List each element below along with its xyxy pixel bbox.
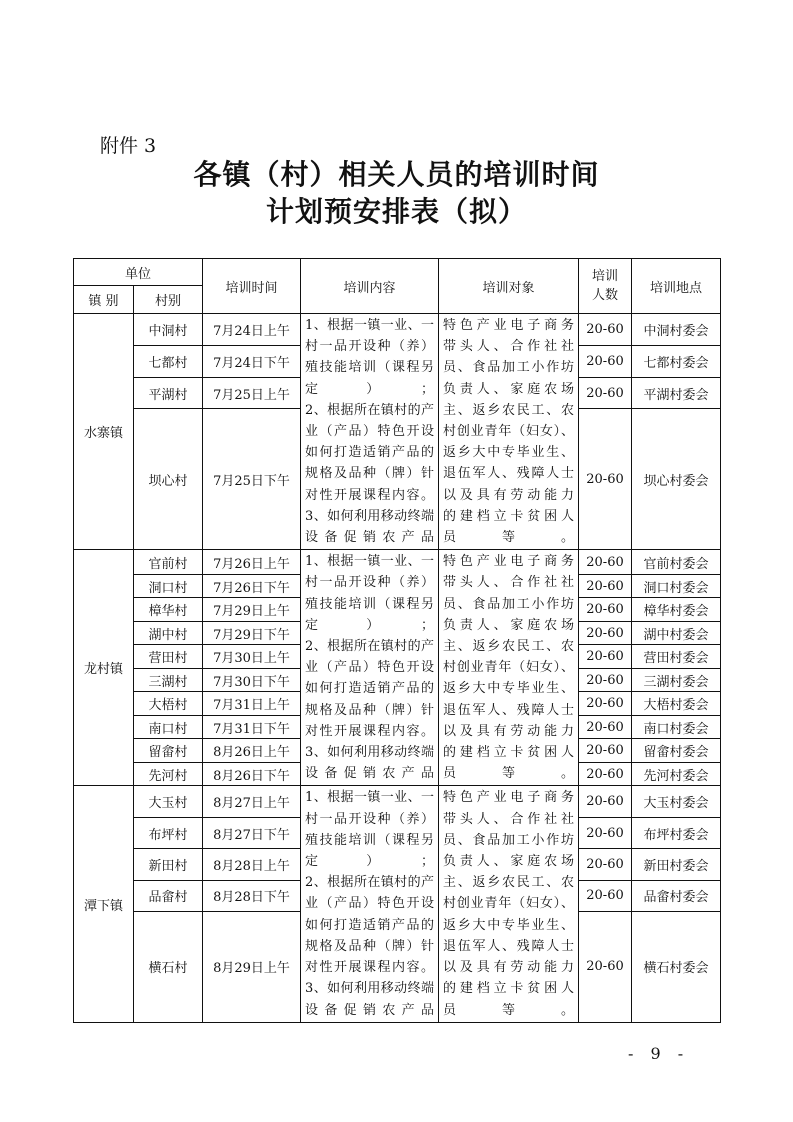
- table-row: [74, 550, 721, 575]
- content-line: 1、根据一镇一业、一: [305, 318, 435, 333]
- training-content-cell: [301, 314, 439, 550]
- town-cell: 水寨镇: [74, 314, 134, 550]
- target-line: 员、食品加工小作坊: [443, 832, 575, 848]
- location-cell: 营田村委会: [632, 645, 721, 669]
- content-line: 如何打造适销产品的: [305, 681, 435, 697]
- content-line: 村一品开设种（养）: [305, 811, 435, 827]
- location-cell: 横石村委会: [632, 912, 721, 1023]
- target-line: 退伍军人、残障人士: [443, 938, 575, 954]
- target-line: 带头人、合作社社: [443, 339, 575, 355]
- location-cell: 品畲村委会: [632, 880, 721, 911]
- location-cell: 中洞村委会: [632, 314, 721, 346]
- count-cell: 20-60: [579, 762, 632, 786]
- content-line: 2、根据所在镇村的产: [305, 402, 435, 418]
- target-line: 退伍军人、残障人士: [443, 702, 575, 718]
- location-cell: 坝心村委会: [632, 409, 721, 550]
- target-line: 主、返乡农民工、农: [443, 402, 575, 418]
- content-line: 设备促销农产品: [305, 1002, 435, 1018]
- village-cell: 布坪村: [134, 817, 203, 848]
- content-line: 规格及品种（牌）针: [305, 466, 435, 482]
- count-cell: 20-60: [579, 668, 632, 692]
- target-line: 带头人、合作社社: [443, 575, 575, 591]
- count-cell: 20-60: [579, 645, 632, 669]
- time-cell: 8月27日上午: [203, 786, 301, 817]
- village-cell: 官前村: [134, 550, 203, 575]
- content-line: 业（产品）特色开设: [305, 896, 435, 912]
- time-cell: 7月30日下午: [203, 668, 301, 692]
- target-line: 特色产业电子商务: [443, 318, 575, 333]
- content-line: 1、根据一镇一业、一: [305, 790, 435, 806]
- time-cell: 8月26日下午: [203, 762, 301, 786]
- target-line: 以及具有劳动能力: [443, 723, 575, 739]
- town-cell: 龙村镇: [74, 550, 134, 786]
- target-line: 负责人、家庭农场: [443, 381, 575, 397]
- village-cell: 营田村: [134, 645, 203, 669]
- training-content-cell: [301, 550, 439, 786]
- time-cell: 7月31日下午: [203, 715, 301, 739]
- page-title-line2: 计划预安排表（拟）: [265, 195, 527, 228]
- content-line: 殖技能培训（课程另: [305, 360, 435, 376]
- target-line: 以及具有劳动能力: [443, 487, 575, 503]
- village-cell: 平湖村: [134, 377, 203, 409]
- target-line: 特色产业电子商务: [443, 790, 575, 806]
- target-line: 员等。: [443, 766, 575, 782]
- attachment-label: 附件 3: [100, 135, 157, 157]
- count-cell: 20-60: [579, 849, 632, 880]
- location-cell: 留畲村委会: [632, 739, 721, 763]
- target-line: 村创业青年（妇女）、: [443, 660, 575, 676]
- content-line: 如何打造适销产品的: [305, 917, 435, 933]
- training-schedule-table: [73, 258, 721, 1023]
- header-village: 村别: [134, 286, 203, 314]
- target-line: 员、食品加工小作坊: [443, 596, 575, 612]
- village-cell: 留畲村: [134, 739, 203, 763]
- count-cell: 20-60: [579, 574, 632, 598]
- count-cell: 20-60: [579, 345, 632, 377]
- count-cell: 20-60: [579, 817, 632, 848]
- time-cell: 8月28日下午: [203, 880, 301, 911]
- header-target: 培训对象: [439, 259, 579, 314]
- location-cell: 大玉村委会: [632, 786, 721, 817]
- content-line: 定）；: [305, 617, 435, 633]
- target-line: 特色产业电子商务: [443, 554, 575, 570]
- count-cell: 20-60: [579, 377, 632, 409]
- target-line: 主、返乡农民工、农: [443, 875, 575, 891]
- time-cell: 7月31日上午: [203, 692, 301, 716]
- time-cell: 8月28日上午: [203, 849, 301, 880]
- village-cell: 品畲村: [134, 880, 203, 911]
- target-line: 的建档立卡贫困人: [443, 745, 575, 761]
- village-cell: 樟华村: [134, 598, 203, 622]
- location-cell: 南口村委会: [632, 715, 721, 739]
- count-cell: 20-60: [579, 739, 632, 763]
- content-line: 定）；: [305, 854, 435, 870]
- town-cell: 潭下镇: [74, 786, 134, 1022]
- target-line: 员等。: [443, 530, 575, 546]
- village-cell: 七都村: [134, 345, 203, 377]
- time-cell: 7月24日下午: [203, 345, 301, 377]
- target-line: 的建档立卡贫困人: [443, 508, 575, 524]
- target-line: 员、食品加工小作坊: [443, 360, 575, 376]
- location-cell: 大梧村委会: [632, 692, 721, 716]
- table-body: [74, 314, 721, 1023]
- target-line: 返乡大中专毕业生、: [443, 445, 575, 461]
- target-line: 村创业青年（妇女）、: [443, 896, 575, 912]
- content-line: 业（产品）特色开设: [305, 660, 435, 676]
- target-line: 员等。: [443, 1002, 575, 1018]
- location-cell: 樟华村委会: [632, 598, 721, 622]
- location-cell: 布坪村委会: [632, 817, 721, 848]
- village-cell: 新田村: [134, 849, 203, 880]
- count-cell: 20-60: [579, 692, 632, 716]
- content-line: 设备促销农产品: [305, 766, 435, 782]
- content-line: 2、根据所在镇村的产: [305, 639, 435, 655]
- content-line: 殖技能培训（课程另: [305, 596, 435, 612]
- target-line: 的建档立卡贫困人: [443, 981, 575, 997]
- target-line: 带头人、合作社社: [443, 811, 575, 827]
- count-cell: 20-60: [579, 409, 632, 550]
- content-line: 如何打造适销产品的: [305, 445, 435, 461]
- time-cell: 7月26日上午: [203, 550, 301, 575]
- village-cell: 中洞村: [134, 314, 203, 346]
- time-cell: 7月25日下午: [203, 409, 301, 550]
- header-location: 培训地点: [632, 259, 721, 314]
- count-cell: 20-60: [579, 715, 632, 739]
- village-cell: 大玉村: [134, 786, 203, 817]
- target-line: 负责人、家庭农场: [443, 617, 575, 633]
- location-cell: 平湖村委会: [632, 377, 721, 409]
- time-cell: 7月29日上午: [203, 598, 301, 622]
- village-cell: 先河村: [134, 762, 203, 786]
- target-line: 返乡大中专毕业生、: [443, 681, 575, 697]
- count-cell: 20-60: [579, 621, 632, 645]
- time-cell: 8月29日上午: [203, 912, 301, 1023]
- header-unit: 单位: [74, 259, 203, 286]
- time-cell: 8月26日上午: [203, 739, 301, 763]
- location-cell: 湖中村委会: [632, 621, 721, 645]
- village-cell: 南口村: [134, 715, 203, 739]
- count-cell: 20-60: [579, 912, 632, 1023]
- content-line: 村一品开设种（养）: [305, 575, 435, 591]
- page-number: - 9 -: [628, 1044, 690, 1063]
- target-line: 返乡大中专毕业生、: [443, 917, 575, 933]
- time-cell: 7月25日上午: [203, 377, 301, 409]
- training-target-cell: [439, 550, 579, 786]
- target-line: 负责人、家庭农场: [443, 854, 575, 870]
- location-cell: 官前村委会: [632, 550, 721, 575]
- content-line: 3、如何利用移动终端: [305, 508, 435, 524]
- content-line: 对性开展课程内容。: [305, 487, 435, 503]
- village-cell: 洞口村: [134, 574, 203, 598]
- count-cell: 20-60: [579, 314, 632, 346]
- count-cell: 20-60: [579, 550, 632, 575]
- training-target-cell: [439, 314, 579, 550]
- location-cell: 洞口村委会: [632, 574, 721, 598]
- content-line: 3、如何利用移动终端: [305, 745, 435, 761]
- target-line: 村创业青年（妇女）、: [443, 424, 575, 440]
- content-line: 2、根据所在镇村的产: [305, 875, 435, 891]
- time-cell: 7月29日下午: [203, 621, 301, 645]
- header-count: 培训 人数: [579, 259, 632, 314]
- time-cell: 7月26日下午: [203, 574, 301, 598]
- content-line: 3、如何利用移动终端: [305, 981, 435, 997]
- page-title-line1: 各镇（村）相关人员的培训时间: [193, 158, 600, 191]
- time-cell: 8月27日下午: [203, 817, 301, 848]
- header-content: 培训内容: [301, 259, 439, 314]
- table-row: [74, 786, 721, 817]
- content-line: 对性开展课程内容。: [305, 723, 435, 739]
- time-cell: 7月30日上午: [203, 645, 301, 669]
- location-cell: 七都村委会: [632, 345, 721, 377]
- count-cell: 20-60: [579, 880, 632, 911]
- content-line: 设备促销农产品: [305, 530, 435, 546]
- header-town: 镇 别: [74, 286, 134, 314]
- location-cell: 先河村委会: [632, 762, 721, 786]
- content-line: 规格及品种（牌）针: [305, 702, 435, 718]
- table-row: [74, 314, 721, 346]
- time-cell: 7月24日上午: [203, 314, 301, 346]
- content-line: 村一品开设种（养）: [305, 339, 435, 355]
- training-content-cell: [301, 786, 439, 1022]
- location-cell: 三湖村委会: [632, 668, 721, 692]
- target-line: 以及具有劳动能力: [443, 960, 575, 976]
- content-line: 定）；: [305, 381, 435, 397]
- training-target-cell: [439, 786, 579, 1022]
- content-line: 1、根据一镇一业、一: [305, 554, 435, 570]
- village-cell: 湖中村: [134, 621, 203, 645]
- village-cell: 横石村: [134, 912, 203, 1023]
- content-line: 对性开展课程内容。: [305, 960, 435, 976]
- target-line: 退伍军人、残障人士: [443, 466, 575, 482]
- content-line: 业（产品）特色开设: [305, 424, 435, 440]
- content-line: 殖技能培训（课程另: [305, 832, 435, 848]
- location-cell: 新田村委会: [632, 849, 721, 880]
- village-cell: 大梧村: [134, 692, 203, 716]
- count-cell: 20-60: [579, 598, 632, 622]
- village-cell: 三湖村: [134, 668, 203, 692]
- count-cell: 20-60: [579, 786, 632, 817]
- village-cell: 坝心村: [134, 409, 203, 550]
- content-line: 规格及品种（牌）针: [305, 938, 435, 954]
- target-line: 主、返乡农民工、农: [443, 639, 575, 655]
- header-time: 培训时间: [203, 259, 301, 314]
